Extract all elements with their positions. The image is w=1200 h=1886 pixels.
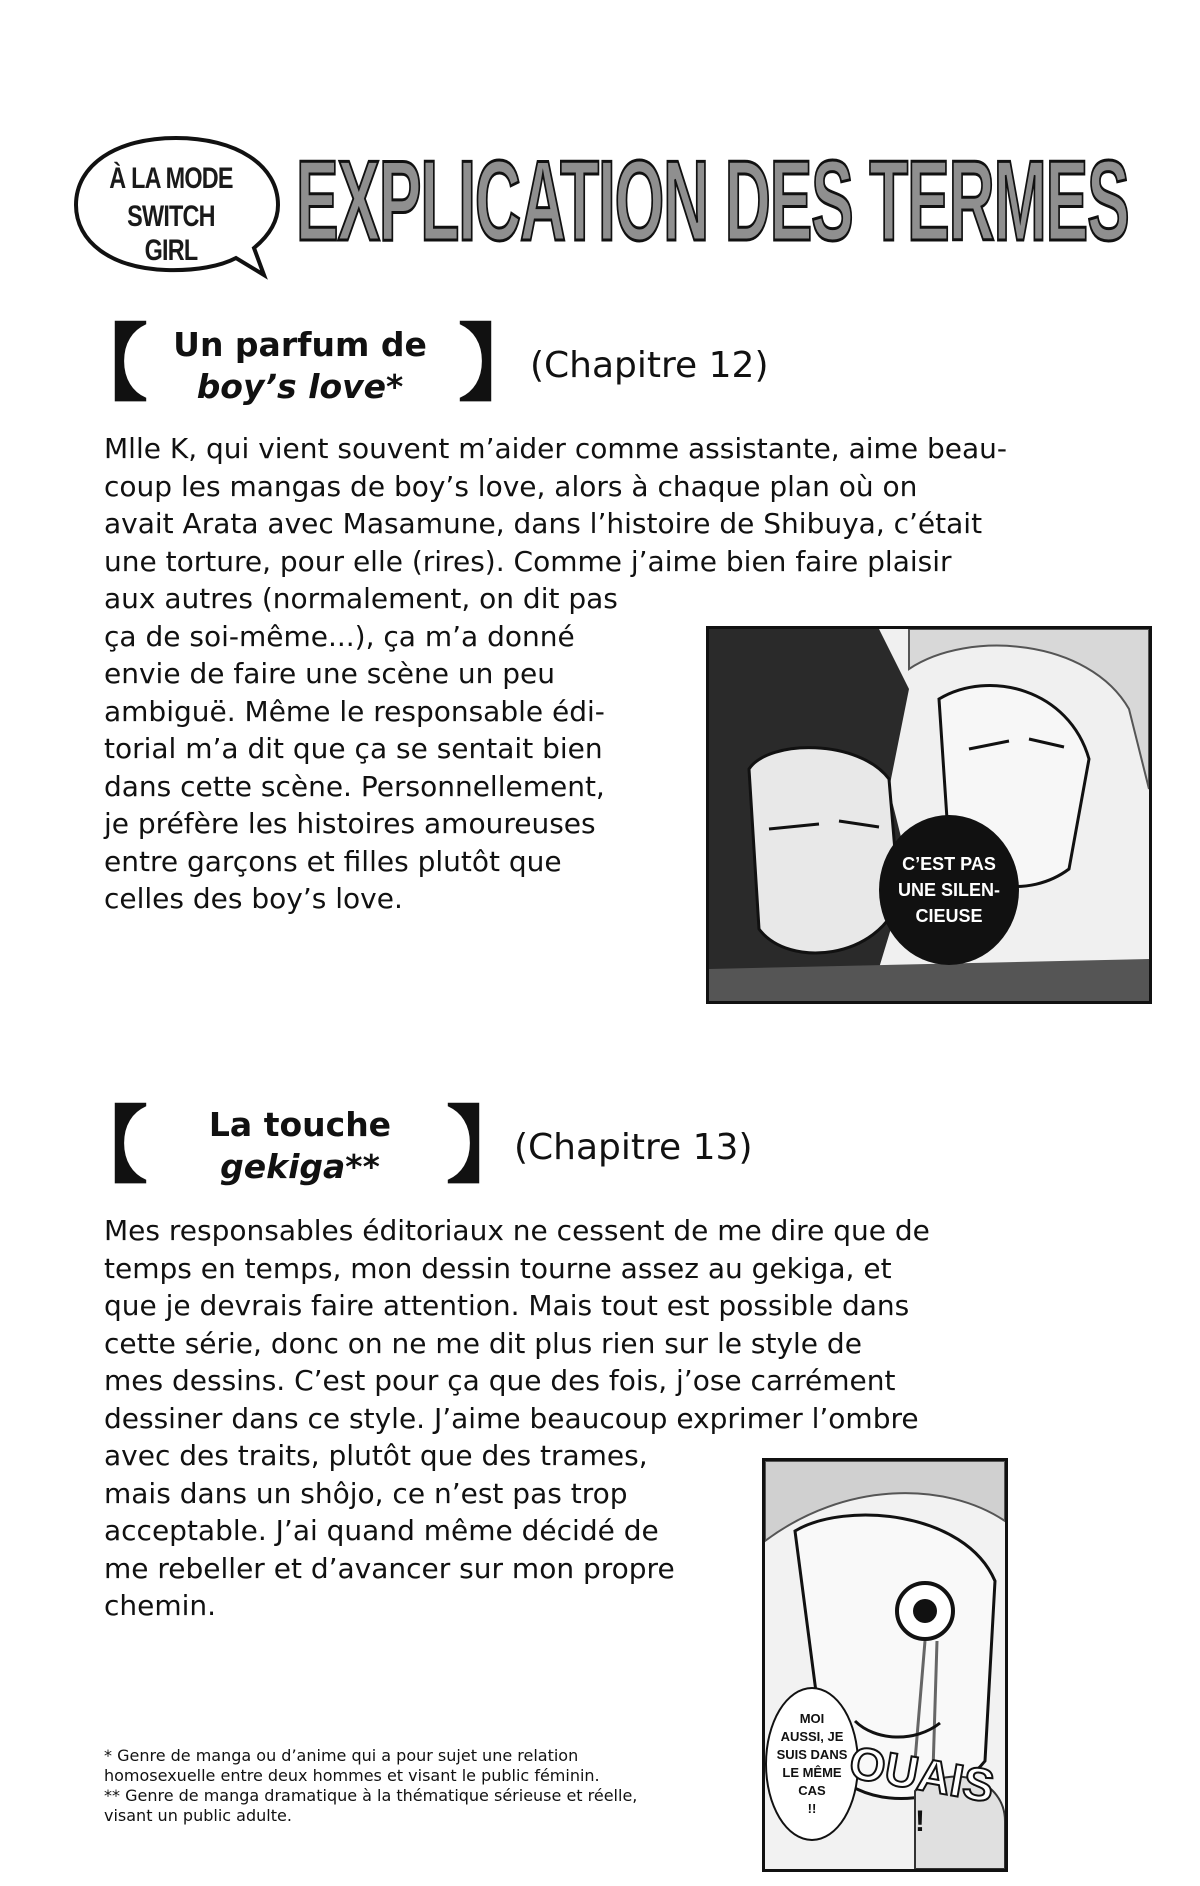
text-line: avait Arata avec Masamune, dans l’histoire de Shibuya, c’était [104, 507, 983, 540]
text-line: une torture, pour elle (rires). Comme j’aime bien faire plaisir [104, 544, 952, 578]
speech-bubble [879, 815, 1019, 965]
bracket-open: 【 [64, 314, 149, 413]
term-title-line2: boy’s love* [196, 367, 404, 406]
sound-effect-mark: ! [915, 1805, 925, 1838]
speech-line: C’EST PAS [902, 854, 996, 874]
chapter-label: (Chapitre 13) [514, 1127, 753, 1168]
term-title-line1: La touche [208, 1105, 392, 1144]
text-line: Mes responsables éditoriaux ne cessent de me dire que de [104, 1214, 930, 1247]
speech-line: !! [807, 1801, 817, 1816]
text-line: Mlle K, qui vient souvent m’aider comme assistante, aime beau- [104, 432, 1007, 465]
bracket-close: 】 [446, 1096, 531, 1195]
text-line: mais dans un shôjo, ce n’est pas trop [104, 1476, 628, 1510]
text-line: entre garçons et filles plutôt que [104, 844, 562, 878]
series-label-line2: SWITCH GIRL [127, 200, 215, 267]
text-line: mes dessins. C’est pour ça que des fois, j’ose carrément [104, 1364, 896, 1397]
text-line: coup les mangas de boy’s love, alors à chaque plan où on [104, 469, 918, 503]
speech-line: CIEUSE [915, 906, 983, 926]
speech-line: MOI [799, 1711, 825, 1726]
text-line: que je devrais faire attention. Mais tout est possible dans [104, 1289, 910, 1322]
text-line: acceptable. J’ai quand même décidé de [104, 1514, 659, 1547]
text-line: dessiner dans ce style. J’aime beaucoup exprimer l’ombre [104, 1401, 919, 1435]
term-title-line2: gekiga** [220, 1147, 380, 1186]
text-line: aux autres (normalement, on dit pas [104, 582, 618, 615]
footnotes [104, 1746, 637, 1826]
footnote-line: ** Genre de manga dramatique à la thématique sérieuse et réelle, [104, 1786, 638, 1805]
text-line: avec des traits, plutôt que des trames, [104, 1439, 648, 1472]
speech-line: LE MÊME [782, 1765, 842, 1780]
bracket-open: 【 [64, 1096, 149, 1195]
speech-line: UNE SILEN- [897, 880, 1000, 900]
speech-line: SUIS DANS [776, 1747, 848, 1762]
text-line: je préfère les histoires amoureuses [104, 807, 596, 840]
speech-line: AUSSI, JE [780, 1729, 844, 1744]
text-line: chemin. [104, 1589, 217, 1622]
footnote-line: homosexuelle entre deux hommes et visant le public féminin. [104, 1766, 600, 1785]
text-line: envie de faire une scène un peu [104, 657, 556, 690]
sound-effect: OUAIS [845, 1735, 999, 1813]
speech-line: CAS [798, 1783, 826, 1798]
bracket-close: 】 [458, 314, 543, 413]
chapter-label: (Chapitre 12) [530, 345, 769, 386]
page-title: EXPLICATION DES TERMES [296, 138, 1129, 265]
footnote-line: * Genre de manga ou d’anime qui a pour sujet une relation [104, 1746, 579, 1765]
text-line: cette série, donc on ne me dit plus rien sur le style de [104, 1326, 862, 1360]
speech-bubble [765, 1687, 859, 1841]
text-line: torial m’a dit que ça se sentait bien [104, 732, 603, 765]
footnote-line: visant un public adulte. [104, 1806, 292, 1825]
text-line: me rebeller et d’avancer sur mon propre [104, 1551, 675, 1585]
text-line: ça de soi-même...), ça m’a donné [104, 619, 575, 653]
text-line: ambiguë. Même le responsable édi- [104, 694, 605, 728]
text-line: celles des boy’s love. [104, 882, 403, 915]
text-line: dans cette scène. Personnellement, [104, 769, 605, 803]
manga-panel-chapter-12 [706, 626, 1152, 1004]
text-line: temps en temps, mon dessin tourne assez au gekiga, et [104, 1251, 892, 1285]
term-title-line1: Un parfum de [173, 325, 427, 364]
manga-panel-chapter-13 [762, 1458, 1008, 1872]
series-label-line1: À LA MODE [109, 162, 233, 195]
